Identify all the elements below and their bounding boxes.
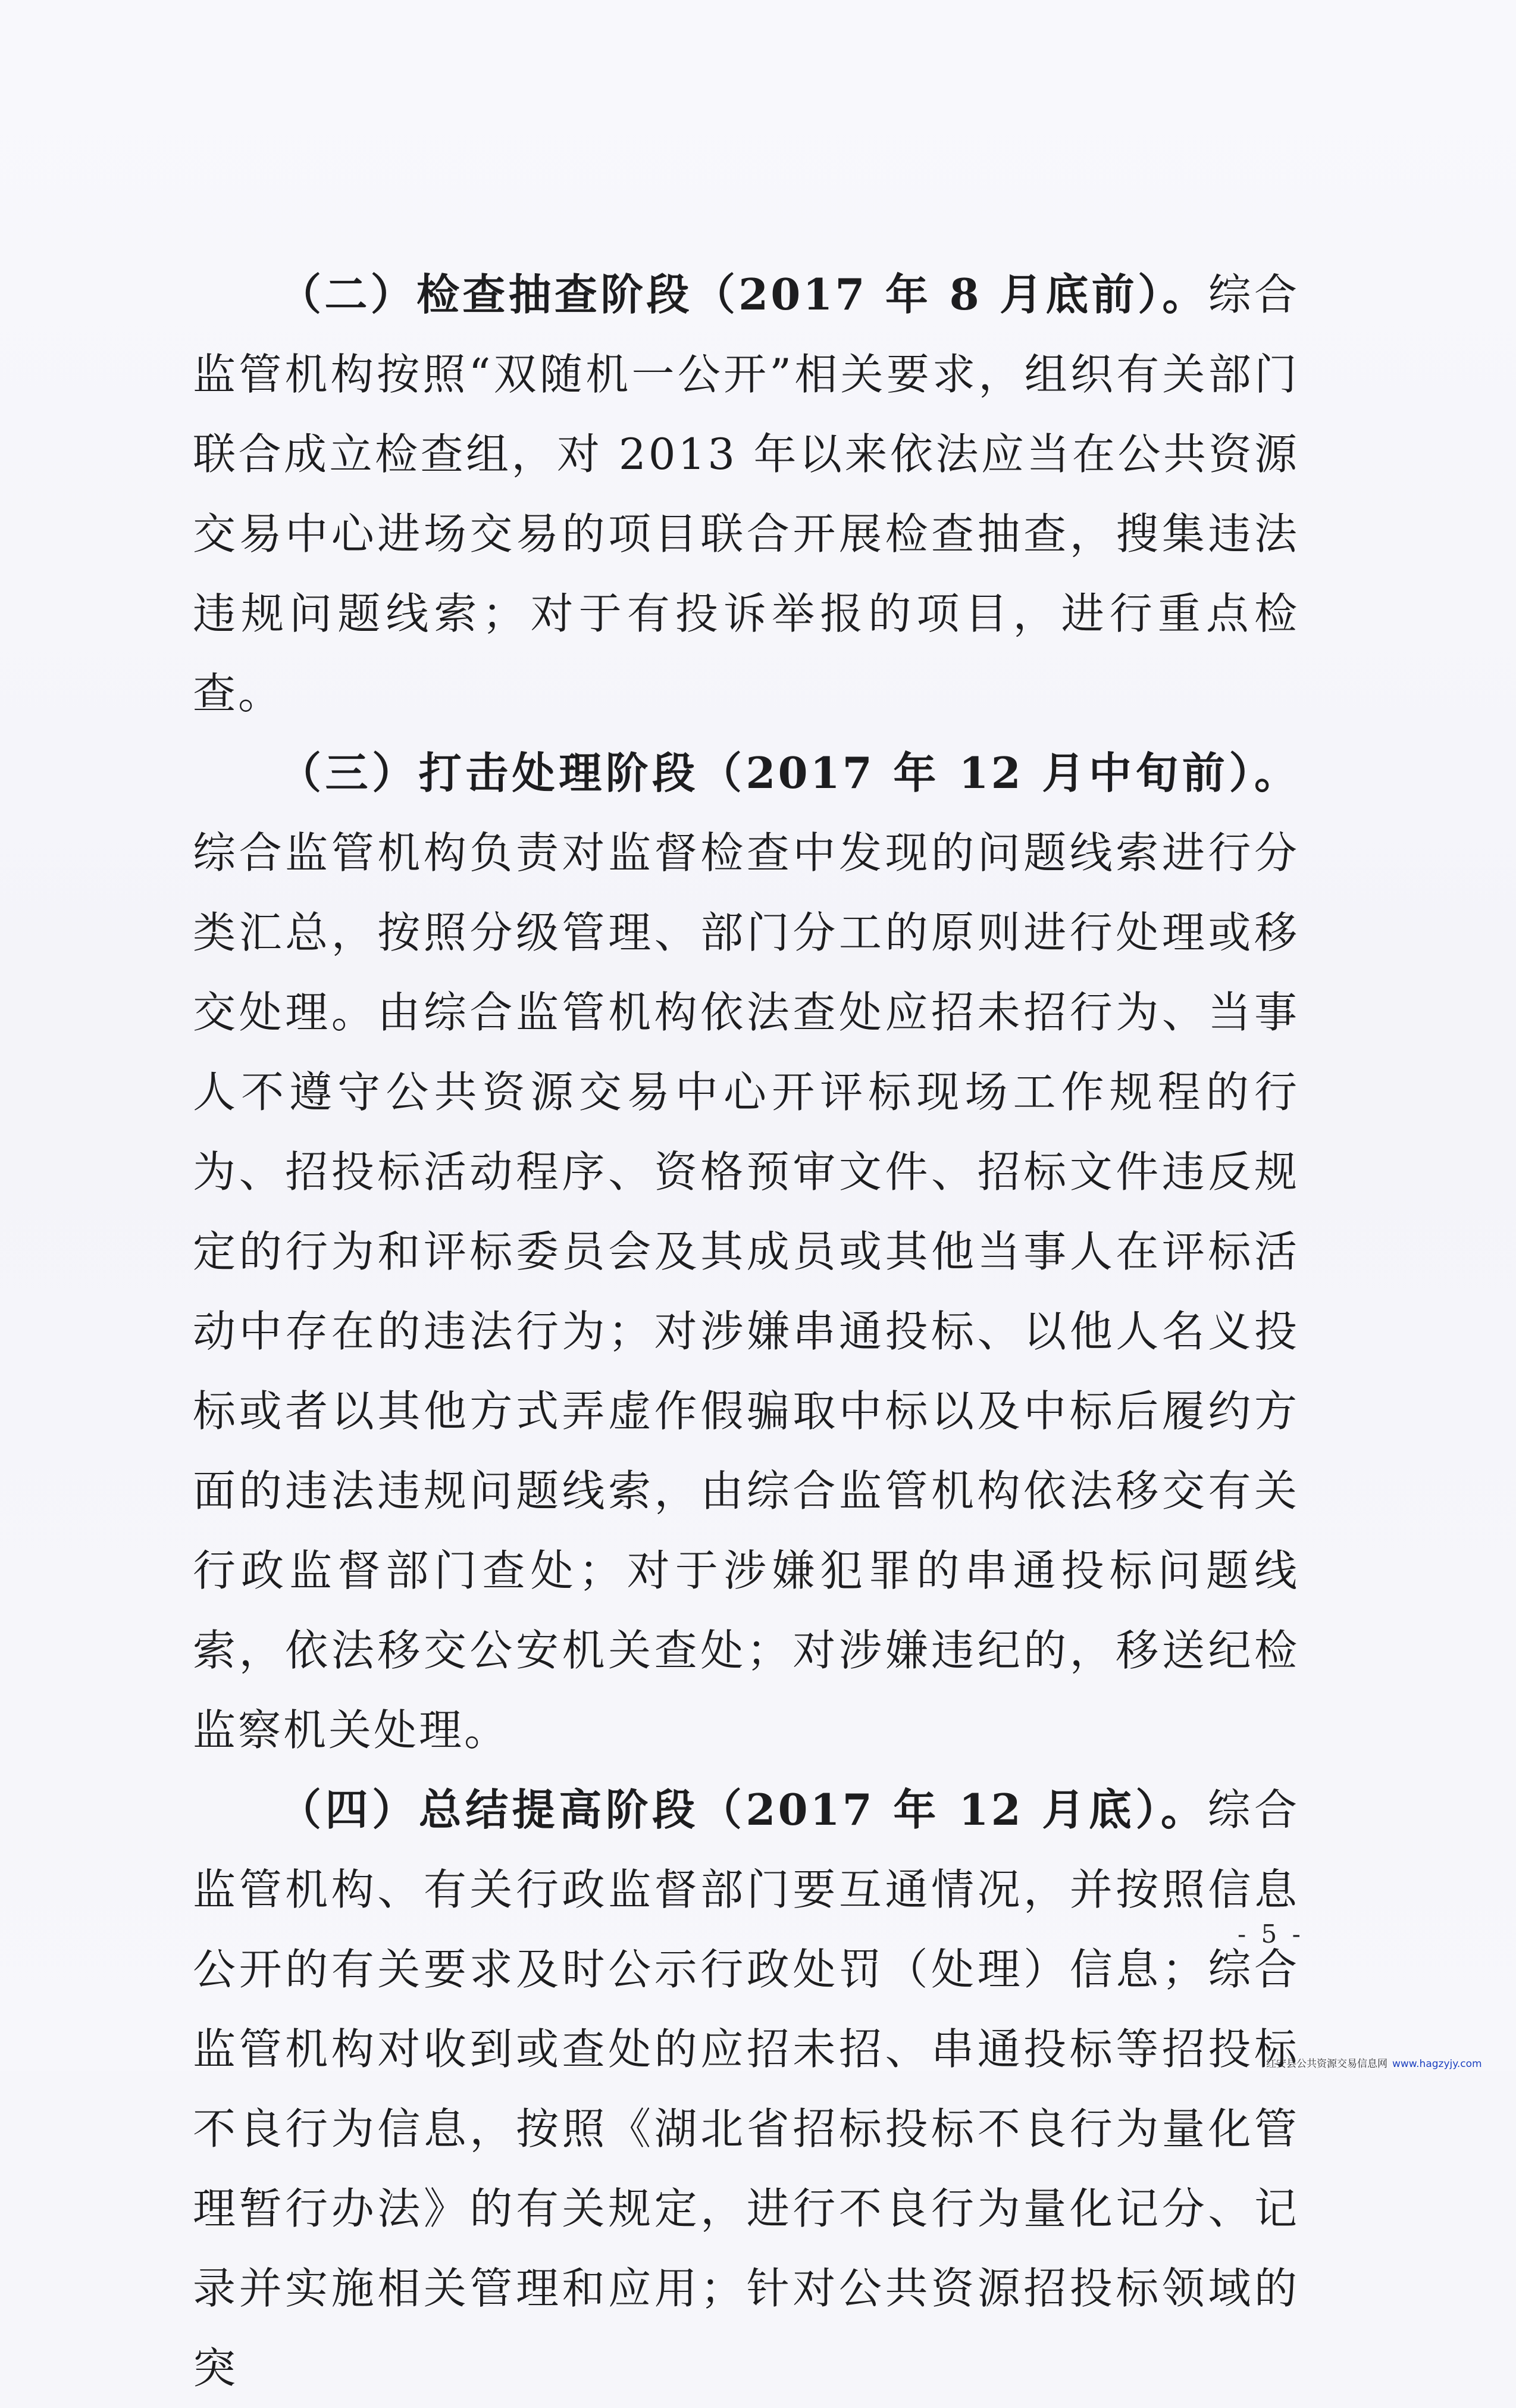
paragraph-summary-stage (193, 1770, 1299, 2408)
document-body (193, 255, 1299, 2408)
page-number: - 5 - (1238, 1919, 1304, 1949)
paragraph-text: 综合监管机构按照“双随机一公开”相关要求，组织有关部门联合成立检查组，对 2013 年以来依法应当在公共资源交易中心进场交易的项目联合开展检查抽查，搜集违法违规问题线索；对于有投诉举报的项目，进行重点检查。 (193, 270, 1299, 718)
paragraph-heading: （三）打击处理阶段（2017 年 12 月中旬前）。 (278, 748, 1299, 798)
paragraph-heading: （二）检查抽查阶段（2017 年 8 月底前）。 (278, 269, 1208, 320)
footer-url[interactable]: www.hagzyjy.com (1392, 2058, 1482, 2070)
paragraph-enforcement-stage (193, 733, 1299, 1770)
paragraph-heading: （四）总结提高阶段（2017 年 12 月底）。 (278, 1784, 1208, 1835)
paragraph-text: 综合监管机构、有关行政监督部门要互通情况，并按照信息公开的有关要求及时公示行政处罚（处理）信息；综合监管机构对收到或查处的应招未招、串通投标等招投标不良行为信息，按照《湖北省招标投标不良行为量化管理暂行办法》的有关规定，进行不良行为量化记分、记录并实施相关管理和应用；针对公共资源招投标领域的突 (193, 1785, 1299, 2393)
footer-watermark (1266, 2055, 1482, 2070)
paragraph-text: 综合监管机构负责对监督检查中发现的问题线索进行分类汇总，按照分级管理、部门分工的原则进行处理或移交处理。由综合监管机构依法查处应招未招行为、当事人不遵守公共资源交易中心开评标现场工作规程的行为、招投标活动程序、资格预审文件、招标文件违反规定的行为和评标委员会及其成员或其他当事人在评标活动中存在的违法行为；对涉嫌串通投标、以他人名义投标或者以其他方式弄虚作假骗取中标以及中标后履约方面的违法违规问题线索，由综合监管机构依法移交有关行政监督部门查处；对于涉嫌犯罪的串通投标问题线索，依法移交公安机关查处；对涉嫌违纪的，移送纪检监察机关处理。 (193, 828, 1299, 1755)
footer-site-name: 红安县公共资源交易信息网 (1266, 2058, 1387, 2070)
paragraph-inspection-stage (193, 255, 1299, 733)
